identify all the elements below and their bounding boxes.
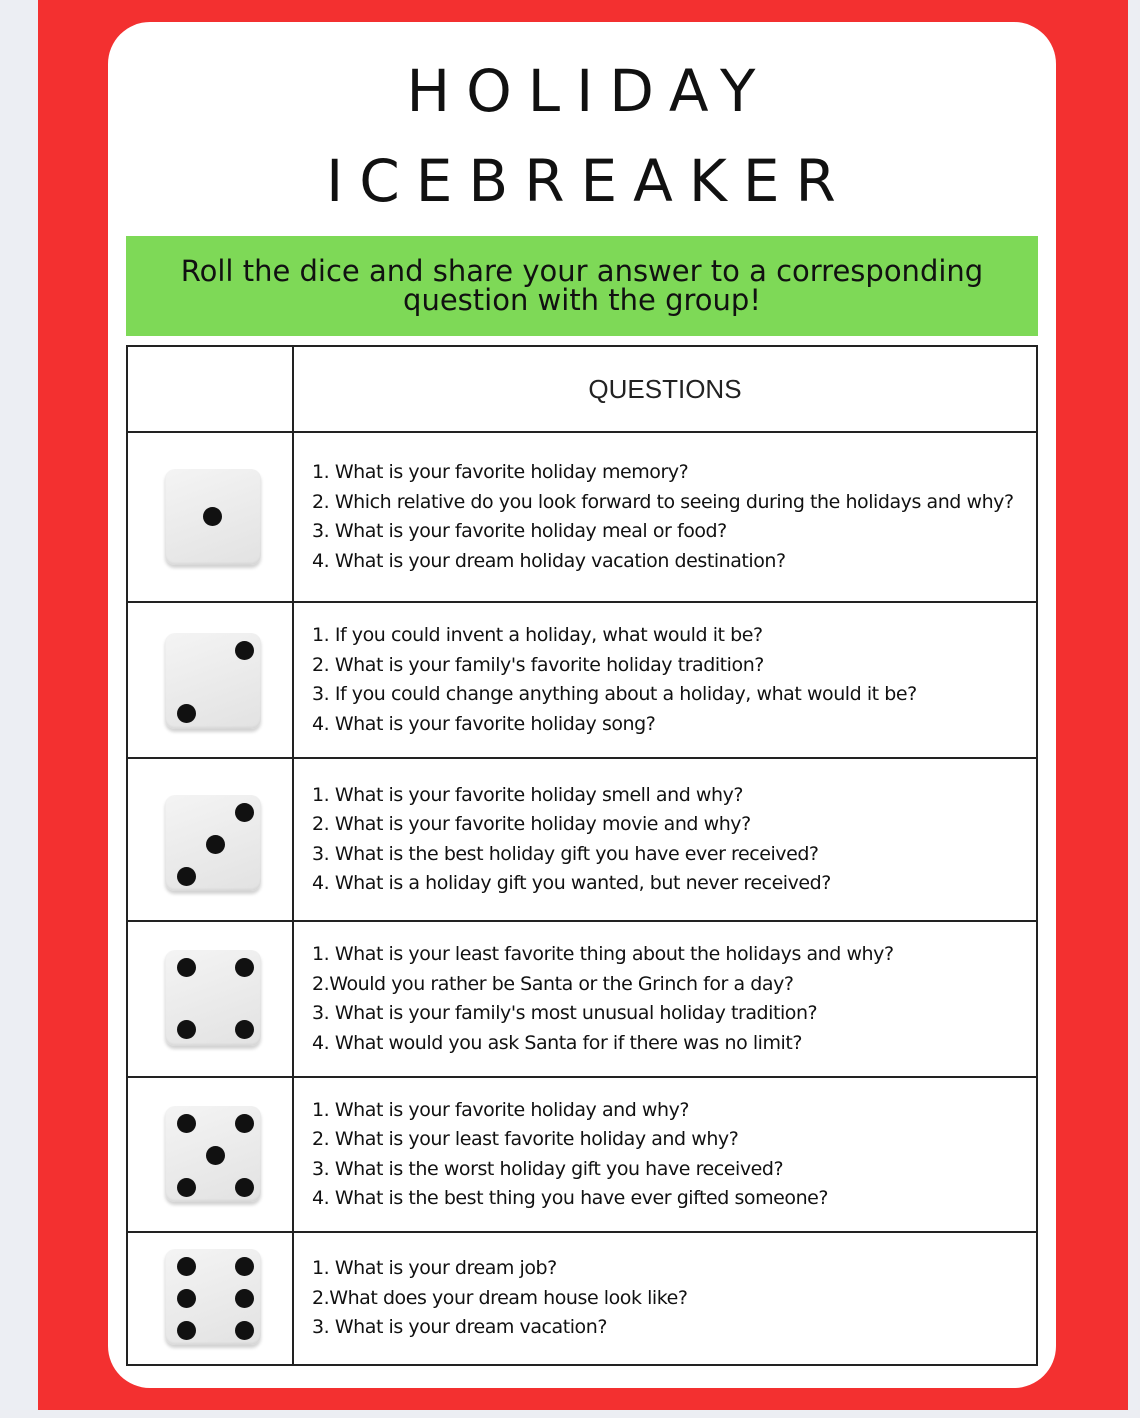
question-item: 4. What would you ask Santa for if there was no limit? bbox=[312, 1031, 803, 1054]
questions-cell bbox=[293, 758, 1037, 921]
question-item: 4. What is a holiday gift you wanted, but never received? bbox=[312, 872, 831, 894]
die-pip bbox=[177, 1289, 196, 1308]
die-pip bbox=[235, 1321, 254, 1340]
question-item: 2. What is your least favorite holiday and why? bbox=[312, 1128, 739, 1150]
question-row bbox=[127, 921, 1037, 1077]
question-item: 1. What is your favorite holiday smell and why? bbox=[312, 783, 744, 806]
questions-table bbox=[126, 345, 1038, 1366]
question-row bbox=[127, 1232, 1037, 1365]
die-pip bbox=[235, 1020, 254, 1039]
question-list bbox=[294, 1096, 1036, 1214]
question-item: 4. What is your dream holiday vacation destination? bbox=[312, 549, 786, 572]
title-line-2: ICEBREAKER bbox=[326, 147, 852, 215]
question-item: 1. What is your least favorite thing about the holidays and why? bbox=[312, 943, 894, 965]
questions-cell bbox=[293, 1077, 1037, 1232]
die-pip bbox=[177, 704, 196, 723]
die-cell bbox=[127, 602, 293, 758]
die-face-4-icon bbox=[165, 950, 261, 1046]
question-item: 3. What is your family's most unusual holiday tradition? bbox=[312, 1002, 818, 1024]
die-cell bbox=[127, 921, 293, 1077]
die-pip bbox=[235, 641, 254, 660]
question-row bbox=[127, 602, 1037, 758]
instruction-text: Roll the dice and share your answer to a corresponding question with the group! bbox=[180, 254, 984, 317]
question-item: 1. What is your favorite holiday memory? bbox=[312, 461, 689, 483]
question-item: 1. If you could invent a holiday, what would it be? bbox=[312, 624, 763, 646]
questions-cell bbox=[293, 602, 1037, 758]
question-item: 3. What is the worst holiday gift you have received? bbox=[312, 1157, 784, 1180]
die-pip bbox=[177, 958, 196, 977]
die-pip bbox=[177, 1020, 196, 1039]
die-face-3-icon bbox=[165, 795, 261, 891]
header-blank-cell bbox=[127, 346, 293, 432]
die-face-2-icon bbox=[165, 633, 261, 729]
question-row bbox=[127, 432, 1037, 602]
table-header-row bbox=[127, 346, 1037, 432]
die-pip bbox=[235, 1257, 254, 1276]
die-pip bbox=[235, 958, 254, 977]
die-pip bbox=[206, 835, 225, 854]
die-pip bbox=[235, 1289, 254, 1308]
question-item: 1. What is your favorite holiday and why? bbox=[312, 1098, 690, 1121]
question-item: 2. Which relative do you look forward to seeing during the holidays and why? bbox=[312, 490, 1014, 513]
title-line-1: HOLIDAY bbox=[406, 57, 772, 125]
die-pip bbox=[177, 1257, 196, 1276]
die-pip bbox=[235, 1178, 254, 1197]
die-pip bbox=[235, 803, 254, 822]
question-item: 2.Would you rather be Santa or the Grinch for a day? bbox=[312, 972, 794, 995]
question-list bbox=[294, 621, 1036, 739]
die-cell bbox=[127, 1077, 293, 1232]
question-list bbox=[294, 781, 1036, 899]
question-list bbox=[294, 940, 1036, 1058]
question-item: 1. What is your dream job? bbox=[312, 1257, 557, 1280]
die-pip bbox=[235, 1114, 254, 1133]
die-pip bbox=[177, 867, 196, 886]
die-cell bbox=[127, 758, 293, 921]
die-face-5-icon bbox=[165, 1106, 261, 1202]
question-list bbox=[294, 458, 1036, 576]
questions-cell bbox=[293, 1232, 1037, 1365]
question-item: 2. What is your family's favorite holiday tradition? bbox=[312, 653, 764, 676]
question-item: 3. If you could change anything about a holiday, what would it be? bbox=[312, 683, 917, 705]
question-item: 2.What does your dream house look like? bbox=[312, 1286, 688, 1309]
question-row bbox=[127, 1077, 1037, 1232]
questions-cell bbox=[293, 432, 1037, 602]
die-pip bbox=[203, 507, 222, 526]
question-item: 4. What is the best thing you have ever gifted someone? bbox=[312, 1187, 829, 1209]
die-pip bbox=[177, 1178, 196, 1197]
die-pip bbox=[177, 1321, 196, 1340]
question-list bbox=[294, 1254, 1036, 1343]
question-item: 3. What is your favorite holiday meal or food? bbox=[312, 520, 727, 542]
die-cell bbox=[127, 1232, 293, 1365]
die-face-1-icon bbox=[165, 469, 261, 565]
questions-cell bbox=[293, 921, 1037, 1077]
die-face-6-icon bbox=[165, 1249, 261, 1345]
die-pip bbox=[206, 1146, 225, 1165]
question-item: 3. What is the best holiday gift you have ever received? bbox=[312, 842, 819, 865]
question-item: 2. What is your favorite holiday movie and why? bbox=[312, 813, 751, 835]
question-item: 3. What is your dream vacation? bbox=[312, 1316, 607, 1339]
die-pip bbox=[177, 1114, 196, 1133]
instruction-banner bbox=[126, 236, 1038, 336]
question-row bbox=[127, 758, 1037, 921]
die-cell bbox=[127, 432, 293, 602]
question-item: 4. What is your favorite holiday song? bbox=[312, 712, 656, 735]
header-questions: QUESTIONS bbox=[293, 346, 1037, 432]
